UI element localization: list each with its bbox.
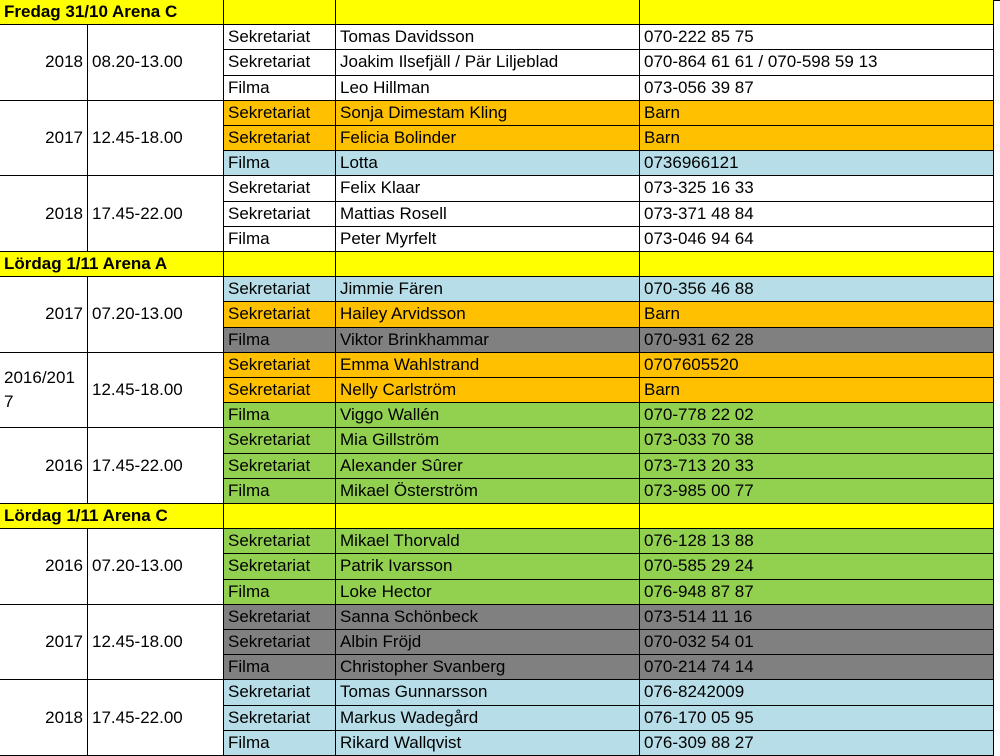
year-cell[interactable]: 2017: [0, 605, 88, 680]
table-row: [0, 706, 1000, 731]
name-cell[interactable]: Sanna Schönbeck: [336, 605, 640, 630]
table-row: [0, 126, 1000, 151]
phone-cell[interactable]: Barn: [640, 378, 994, 403]
name-cell[interactable]: Mia Gillström: [336, 428, 640, 453]
time-cell[interactable]: 07.20-13.00: [88, 529, 224, 604]
role-cell[interactable]: Sekretariat: [224, 202, 336, 227]
time-cell[interactable]: 12.45-18.00: [88, 353, 224, 428]
role-cell[interactable]: Sekretariat: [224, 353, 336, 378]
phone-cell[interactable]: 076-170 05 95: [640, 706, 994, 731]
role-cell[interactable]: Sekretariat: [224, 454, 336, 479]
role-cell[interactable]: Sekretariat: [224, 277, 336, 302]
phone-cell[interactable]: 073-325 16 33: [640, 176, 994, 201]
phone-cell[interactable]: 073-371 48 84: [640, 202, 994, 227]
phone-cell[interactable]: 070-778 22 02: [640, 403, 994, 428]
phone-cell[interactable]: Barn: [640, 302, 994, 327]
phone-cell[interactable]: 073-046 94 64: [640, 227, 994, 252]
phone-cell[interactable]: 0707605520: [640, 353, 994, 378]
table-row: [0, 529, 1000, 554]
phone-cell[interactable]: 070-585 29 24: [640, 554, 994, 579]
time-cell[interactable]: 17.45-22.00: [88, 176, 224, 251]
phone-cell[interactable]: 076-948 87 87: [640, 580, 994, 605]
header-empty-cell[interactable]: [640, 0, 994, 25]
section-header-row: [0, 252, 1000, 277]
phone-cell[interactable]: 070-356 46 88: [640, 277, 994, 302]
table-row: [0, 655, 1000, 680]
phone-cell[interactable]: 073-514 11 16: [640, 605, 994, 630]
year-cell[interactable]: 2016/2017: [0, 353, 88, 428]
name-cell[interactable]: Tomas Davidsson: [336, 25, 640, 50]
name-cell[interactable]: Peter Myrfelt: [336, 227, 640, 252]
phone-cell[interactable]: Barn: [640, 101, 994, 126]
phone-cell[interactable]: 076-8242009: [640, 680, 994, 705]
phone-cell[interactable]: 070-032 54 01: [640, 630, 994, 655]
section-title[interactable]: Fredag 31/10 Arena C: [0, 0, 224, 25]
table-row: [0, 302, 1000, 327]
table-row: [0, 630, 1000, 655]
table-row: [0, 580, 1000, 605]
header-empty-cell[interactable]: [336, 252, 640, 277]
name-cell[interactable]: Viktor Brinkhammar: [336, 328, 640, 353]
phone-cell[interactable]: 070-214 74 14: [640, 655, 994, 680]
name-cell[interactable]: Mikael Thorvald: [336, 529, 640, 554]
time-cell[interactable]: 12.45-18.00: [88, 101, 224, 176]
table-row: [0, 605, 1000, 630]
role-cell[interactable]: Filma: [224, 328, 336, 353]
role-cell[interactable]: Sekretariat: [224, 554, 336, 579]
name-cell[interactable]: Sonja Dimestam Kling: [336, 101, 640, 126]
table-row: [0, 403, 1000, 428]
table-row: [0, 151, 1000, 176]
section-title[interactable]: Lördag 1/11 Arena A: [0, 252, 224, 277]
role-cell[interactable]: Filma: [224, 403, 336, 428]
role-cell[interactable]: Sekretariat: [224, 126, 336, 151]
role-cell[interactable]: Filma: [224, 227, 336, 252]
name-cell[interactable]: Mikael Österström: [336, 479, 640, 504]
table-row: [0, 554, 1000, 579]
phone-cell[interactable]: 073-056 39 87: [640, 76, 994, 101]
table-row: [0, 454, 1000, 479]
name-cell[interactable]: Leo Hillman: [336, 76, 640, 101]
role-cell[interactable]: Sekretariat: [224, 529, 336, 554]
name-cell[interactable]: Alexander Sûrer: [336, 454, 640, 479]
table-row: [0, 378, 1000, 403]
name-cell[interactable]: Rikard Wallqvist: [336, 731, 640, 756]
name-cell[interactable]: Joakim Ilsefjäll / Pär Liljeblad: [336, 50, 640, 75]
role-cell[interactable]: Sekretariat: [224, 605, 336, 630]
table-row: [0, 277, 1000, 302]
phone-cell[interactable]: 0736966121: [640, 151, 994, 176]
phone-cell[interactable]: Barn: [640, 126, 994, 151]
role-cell[interactable]: Sekretariat: [224, 25, 336, 50]
phone-cell[interactable]: 076-309 88 27: [640, 731, 994, 756]
table-row: [0, 202, 1000, 227]
header-empty-cell[interactable]: [224, 252, 336, 277]
table-row: [0, 76, 1000, 101]
name-cell[interactable]: Patrik Ivarsson: [336, 554, 640, 579]
table-row: [0, 227, 1000, 252]
table-row: [0, 428, 1000, 453]
table-row: [0, 25, 1000, 50]
name-cell[interactable]: Mattias Rosell: [336, 202, 640, 227]
year-cell[interactable]: 2016: [0, 428, 88, 503]
table-row: [0, 353, 1000, 378]
header-empty-cell[interactable]: [640, 504, 994, 529]
section-header-row: [0, 0, 1000, 25]
role-cell[interactable]: Sekretariat: [224, 176, 336, 201]
name-cell[interactable]: Viggo Wallén: [336, 403, 640, 428]
name-cell[interactable]: Markus Wadegård: [336, 706, 640, 731]
role-cell[interactable]: Filma: [224, 76, 336, 101]
phone-cell[interactable]: 076-128 13 88: [640, 529, 994, 554]
role-cell[interactable]: Sekretariat: [224, 706, 336, 731]
time-cell[interactable]: 17.45-22.00: [88, 680, 224, 755]
name-cell[interactable]: Loke Hector: [336, 580, 640, 605]
header-empty-cell[interactable]: [224, 504, 336, 529]
table-row: [0, 101, 1000, 126]
name-cell[interactable]: Tomas Gunnarsson: [336, 680, 640, 705]
name-cell[interactable]: Christopher Svanberg: [336, 655, 640, 680]
name-cell[interactable]: Nelly Carlström: [336, 378, 640, 403]
role-cell[interactable]: Sekretariat: [224, 680, 336, 705]
table-row: [0, 479, 1000, 504]
role-cell[interactable]: Sekretariat: [224, 428, 336, 453]
phone-cell[interactable]: 073-985 00 77: [640, 479, 994, 504]
year-cell[interactable]: 2017: [0, 101, 88, 176]
name-cell[interactable]: Hailey Arvidsson: [336, 302, 640, 327]
role-cell[interactable]: Filma: [224, 655, 336, 680]
name-cell[interactable]: Lotta: [336, 151, 640, 176]
year-cell[interactable]: 2016: [0, 529, 88, 604]
time-cell[interactable]: 17.45-22.00: [88, 428, 224, 503]
table-row: [0, 50, 1000, 75]
table-row: [0, 328, 1000, 353]
name-cell[interactable]: Felix Klaar: [336, 176, 640, 201]
role-cell[interactable]: Sekretariat: [224, 101, 336, 126]
year-cell[interactable]: 2018: [0, 680, 88, 755]
role-cell[interactable]: Filma: [224, 731, 336, 756]
year-cell[interactable]: 2018: [0, 25, 88, 100]
phone-cell[interactable]: 070-864 61 61 / 070-598 59 13: [640, 50, 994, 75]
role-cell[interactable]: Sekretariat: [224, 630, 336, 655]
name-cell[interactable]: Albin Fröjd: [336, 630, 640, 655]
table-row: [0, 731, 1000, 756]
section-header-row: [0, 504, 1000, 529]
phone-cell[interactable]: 073-033 70 38: [640, 428, 994, 453]
role-cell[interactable]: Sekretariat: [224, 50, 336, 75]
header-empty-cell[interactable]: [640, 252, 994, 277]
section-title[interactable]: Lördag 1/11 Arena C: [0, 504, 224, 529]
name-cell[interactable]: Jimmie Fären: [336, 277, 640, 302]
table-row: [0, 176, 1000, 201]
name-cell[interactable]: Emma Wahlstrand: [336, 353, 640, 378]
time-cell[interactable]: 08.20-13.00: [88, 25, 224, 100]
year-cell[interactable]: 2018: [0, 176, 88, 251]
role-cell[interactable]: Filma: [224, 479, 336, 504]
header-empty-cell[interactable]: [336, 504, 640, 529]
time-cell[interactable]: 07.20-13.00: [88, 277, 224, 352]
time-cell[interactable]: 12.45-18.00: [88, 605, 224, 680]
phone-cell[interactable]: 070-222 85 75: [640, 25, 994, 50]
phone-cell[interactable]: 070-931 62 28: [640, 328, 994, 353]
phone-cell[interactable]: 073-713 20 33: [640, 454, 994, 479]
year-cell[interactable]: 2017: [0, 277, 88, 352]
name-cell[interactable]: Felicia Bolinder: [336, 126, 640, 151]
header-empty-cell[interactable]: [336, 0, 640, 25]
role-cell[interactable]: Filma: [224, 580, 336, 605]
table-row: [0, 680, 1000, 705]
role-cell[interactable]: Sekretariat: [224, 378, 336, 403]
role-cell[interactable]: Sekretariat: [224, 302, 336, 327]
header-empty-cell[interactable]: [224, 0, 336, 25]
role-cell[interactable]: Filma: [224, 151, 336, 176]
